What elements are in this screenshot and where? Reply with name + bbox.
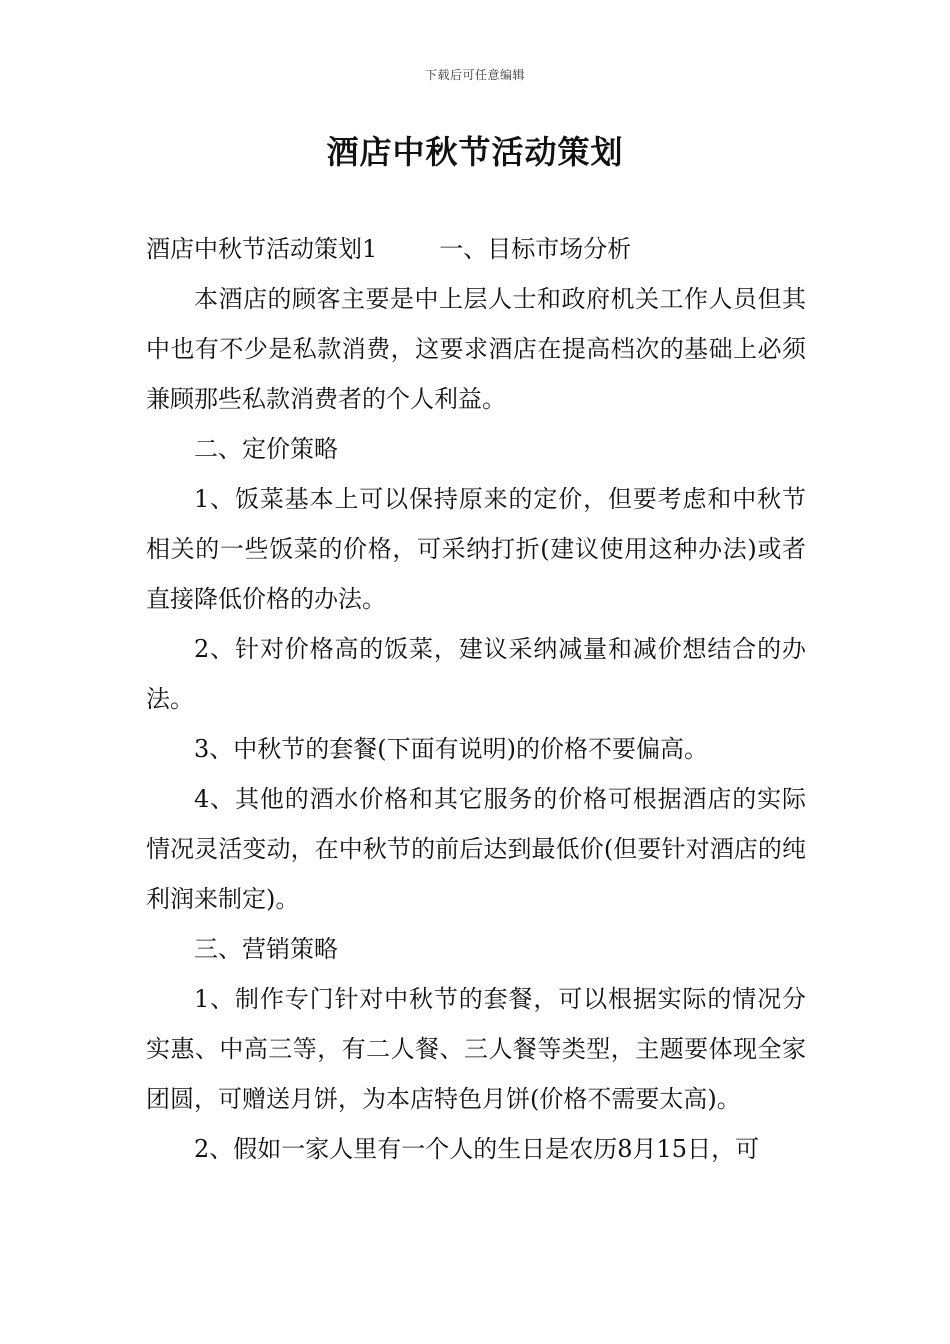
document-body: [146, 224, 806, 1174]
paragraph-marketing-2: 2、假如一家人里有一个人的生日是农历8月15日，可: [194, 1135, 760, 1163]
paragraph-pricing-1: 1、饭菜基本上可以保持原来的定价，但要考虑和中秋节相关的一些饭菜的价格，可采纳打折(建议使用这种办法)或者直接降低价格的办法。: [146, 485, 806, 613]
heading-target-market: 一、目标市场分析: [439, 235, 632, 263]
document-title: 酒店中秋节活动策划: [326, 133, 624, 171]
paragraph-marketing-1: 1、制作专门针对中秋节的套餐，可以根据实际的情况分实惠、中高三等，有二人餐、三人餐等类型，主题要体现全家团圆，可赠送月饼，为本店特色月饼(价格不需要太高)。: [146, 985, 806, 1113]
paragraph-pricing-3: 3、中秋节的套餐(下面有说明)的价格不要偏高。: [194, 735, 708, 763]
paragraph-customers: 本酒店的顾客主要是中上层人士和政府机关工作人员但其中也有不少是私款消费，这要求酒店在提高档次的基础上必须兼顾那些私款消费者的个人利益。: [146, 285, 806, 413]
heading-marketing: 三、营销策略: [194, 935, 338, 963]
paragraph-pricing-2: 2、针对价格高的饭菜，建议采纳减量和减价想结合的办法。: [146, 635, 806, 713]
first-line: [146, 224, 806, 274]
header-note: 下载后可任意编辑: [424, 68, 525, 82]
heading-pricing: 二、定价策略: [194, 435, 338, 463]
paragraph-pricing-4: 4、其他的酒水价格和其它服务的价格可根据酒店的实际情况灵活变动，在中秋节的前后达到最低价(但要针对酒店的纯利润来制定)。: [146, 785, 806, 913]
section-title: 酒店中秋节活动策划1: [146, 235, 378, 263]
